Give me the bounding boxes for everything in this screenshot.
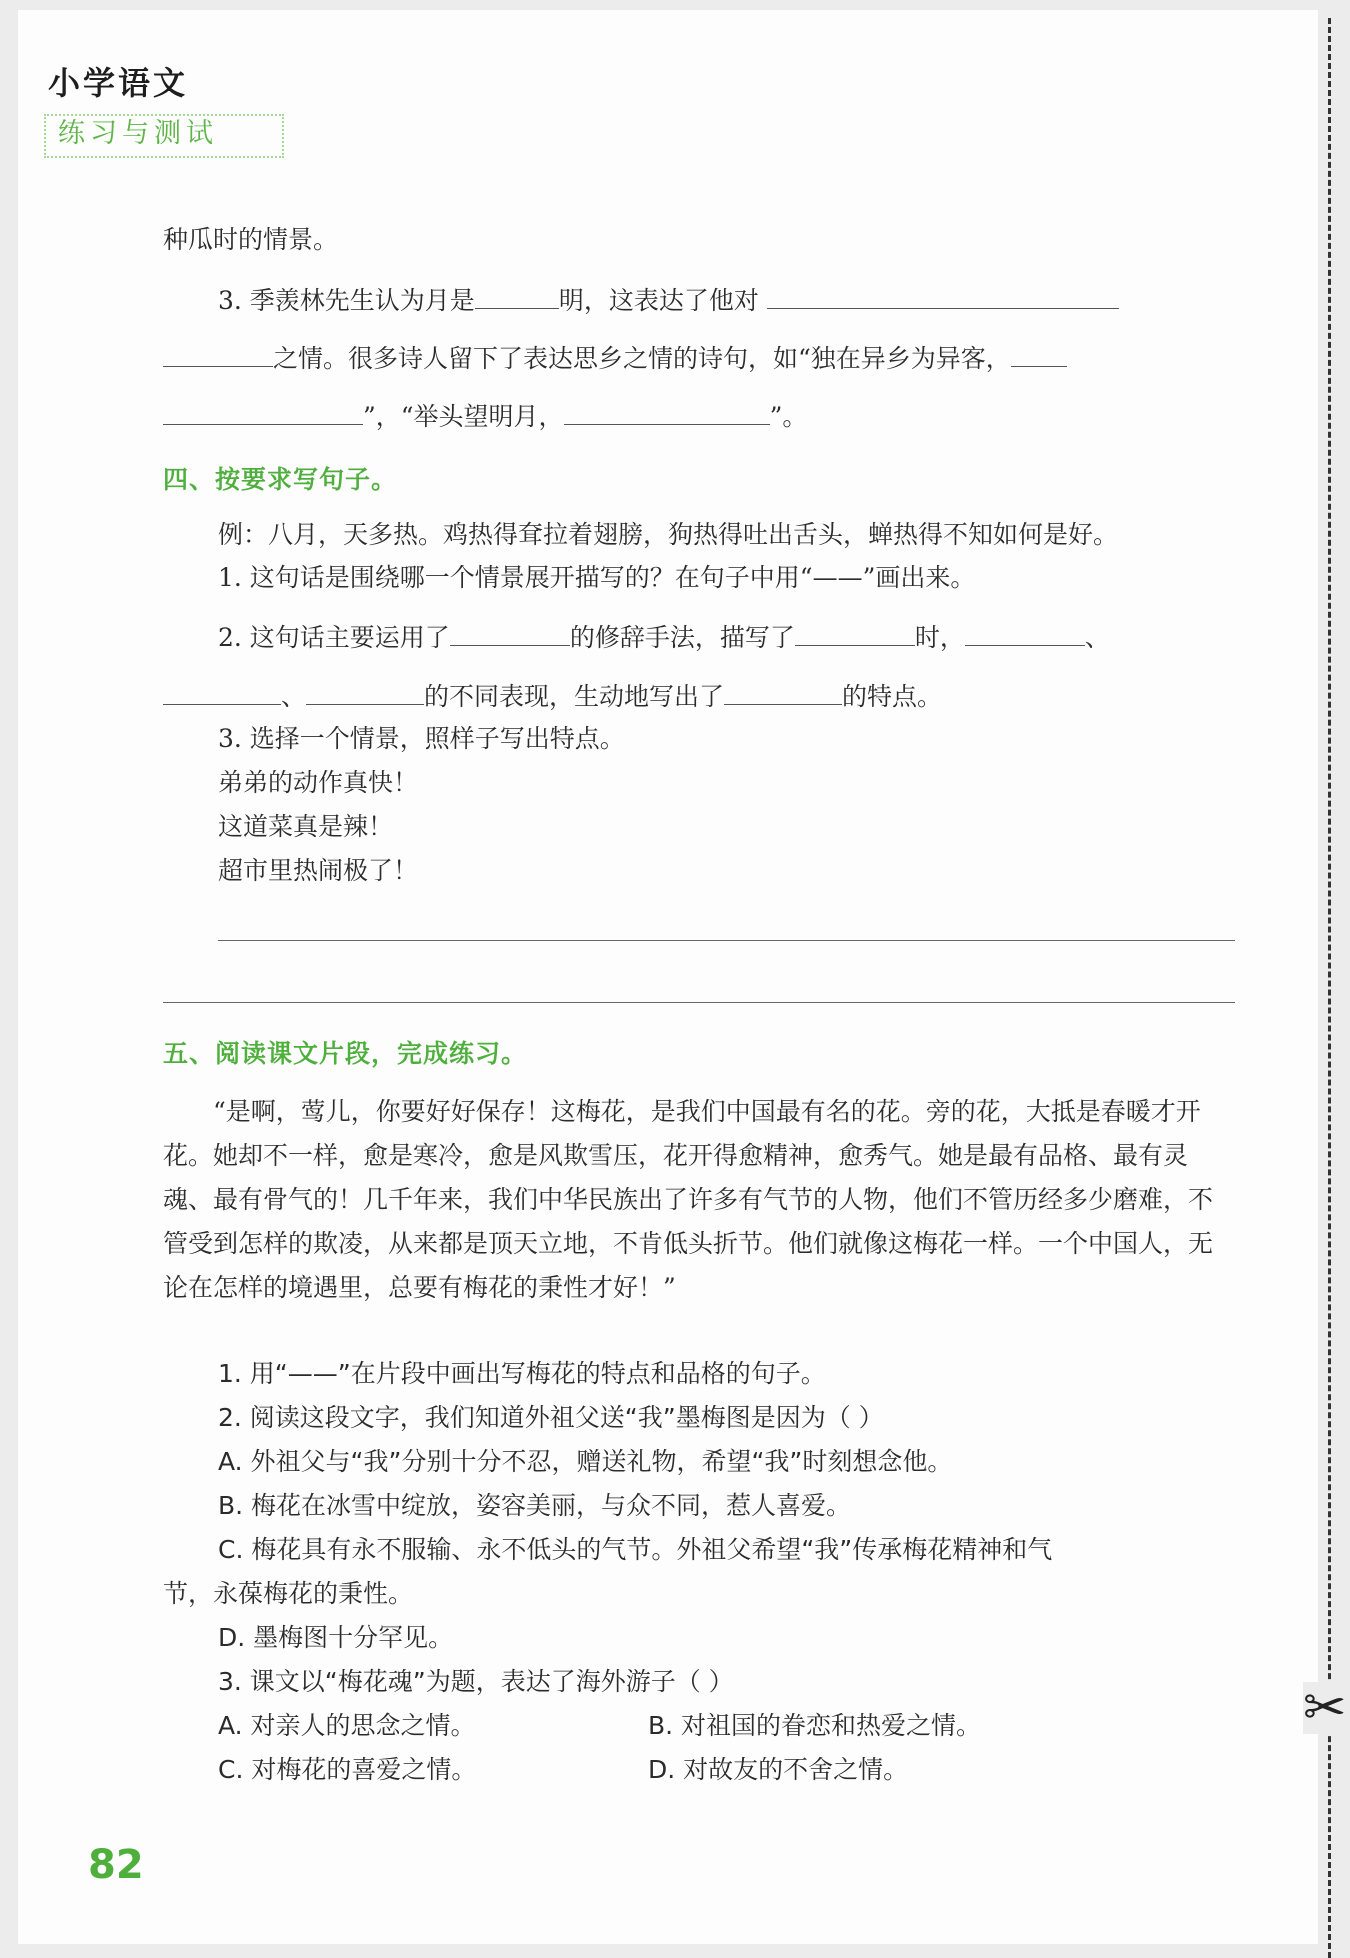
- scissors-icon: ✂: [1303, 1678, 1347, 1738]
- section-5-question-1: 1. 用“——”在片段中画出写梅花的特点和品格的句子。: [218, 1359, 826, 1388]
- workbook-page: [18, 10, 1347, 1944]
- writing-line[interactable]: [163, 1002, 1235, 1003]
- section-4-heading: 四、按要求写句子。: [163, 465, 398, 494]
- choice-option[interactable]: B. 梅花在冰雪中绽放，姿容美丽，与众不同，惹人喜爱。: [218, 1491, 852, 1520]
- section-5-question-2: 2. 阅读这段文字，我们知道外祖父送“我”墨梅图是因为（ ）: [218, 1403, 884, 1432]
- writing-line[interactable]: [218, 940, 1235, 941]
- question-3-cont: 之情。很多诗人留下了表达思乡之情的诗句，如“独在异乡为异客，: [163, 340, 1067, 377]
- choice-option-cont: 节，永葆梅花的秉性。: [163, 1579, 414, 1608]
- section-4-question-2: 2. 这句话主要运用了 的修辞手法，描写了 时， 、: [218, 619, 1110, 656]
- answer-blank[interactable]: [475, 282, 559, 309]
- text-line: 种瓜时的情景。: [163, 225, 339, 254]
- example-sentence: 例：八月，天多热。鸡热得耷拉着翅膀，狗热得吐出舌头，蝉热得不知如何是好。: [218, 520, 1119, 549]
- answer-blank[interactable]: [1011, 340, 1067, 367]
- section-4-question-3: 3. 选择一个情景，照样子写出特点。: [218, 724, 625, 753]
- section-5-question-3: 3. 课文以“梅花魂”为题，表达了海外游子（ ）: [218, 1667, 734, 1696]
- choice-option[interactable]: B. 对祖国的眷恋和热爱之情。: [648, 1711, 982, 1740]
- answer-blank[interactable]: [306, 678, 424, 705]
- answer-blank[interactable]: [163, 340, 273, 367]
- page-number: 82: [88, 1842, 144, 1888]
- answer-blank[interactable]: [724, 678, 842, 705]
- question-3: 3. 季羡林先生认为月是 明，这表达了他对: [218, 282, 1119, 319]
- cut-line: [1328, 18, 1331, 1958]
- choice-option[interactable]: D. 墨梅图十分罕见。: [218, 1623, 454, 1652]
- book-subtitle: 练习与测试: [44, 114, 284, 158]
- reading-passage: “是啊，莺儿，你要好好保存！这梅花，是我们中国最有名的花。旁的花，大抵是春暖才开花。她却不一样，愈是寒冷，愈是风欺雪压，花开得愈精神，愈秀气。她是最有品格、最有灵魂、最有骨气的！几千年来，我们中华民族出了许多有气节的人物，他们不管历经多少磨难，不管受到怎样的欺凌，从来都是顶天立地，不肯低头折节。他们就像这梅花一样。一个中国人，无论在怎样的境遇里，总要有梅花的秉性才好！”: [163, 1097, 1214, 1302]
- prompt-option: 弟弟的动作真快！: [218, 768, 419, 797]
- answer-blank[interactable]: [564, 398, 770, 425]
- choice-option[interactable]: A. 外祖父与“我”分别十分不忍，赠送礼物，希望“我”时刻想念他。: [218, 1447, 953, 1476]
- question-3-cont2: ”，“举头望明月， ”。: [163, 398, 807, 435]
- answer-blank[interactable]: [767, 282, 1119, 309]
- prompt-option: 超市里热闹极了！: [218, 856, 419, 885]
- section-5-heading: 五、阅读课文片段，完成练习。: [163, 1039, 528, 1068]
- book-title: 小学语文: [48, 64, 189, 102]
- choice-option[interactable]: A. 对亲人的思念之情。: [218, 1711, 476, 1740]
- answer-blank[interactable]: [163, 398, 363, 425]
- prompt-option: 这道菜真是辣！: [218, 812, 394, 841]
- section-4-question-2-cont: 、 的不同表现，生动地写出了 的特点。: [163, 678, 942, 715]
- answer-blank[interactable]: [795, 619, 915, 646]
- answer-blank[interactable]: [965, 619, 1085, 646]
- section-4-question-1: 1. 这句话是围绕哪一个情景展开描写的？在句子中用“——”画出来。: [218, 563, 976, 592]
- choice-option[interactable]: C. 梅花具有永不服输、永不低头的气节。外祖父希望“我”传承梅花精神和气: [218, 1535, 1053, 1564]
- choice-option[interactable]: C. 对梅花的喜爱之情。: [218, 1755, 477, 1784]
- answer-blank[interactable]: [450, 619, 570, 646]
- choice-option[interactable]: D. 对故友的不舍之情。: [648, 1755, 909, 1784]
- answer-blank[interactable]: [163, 678, 281, 705]
